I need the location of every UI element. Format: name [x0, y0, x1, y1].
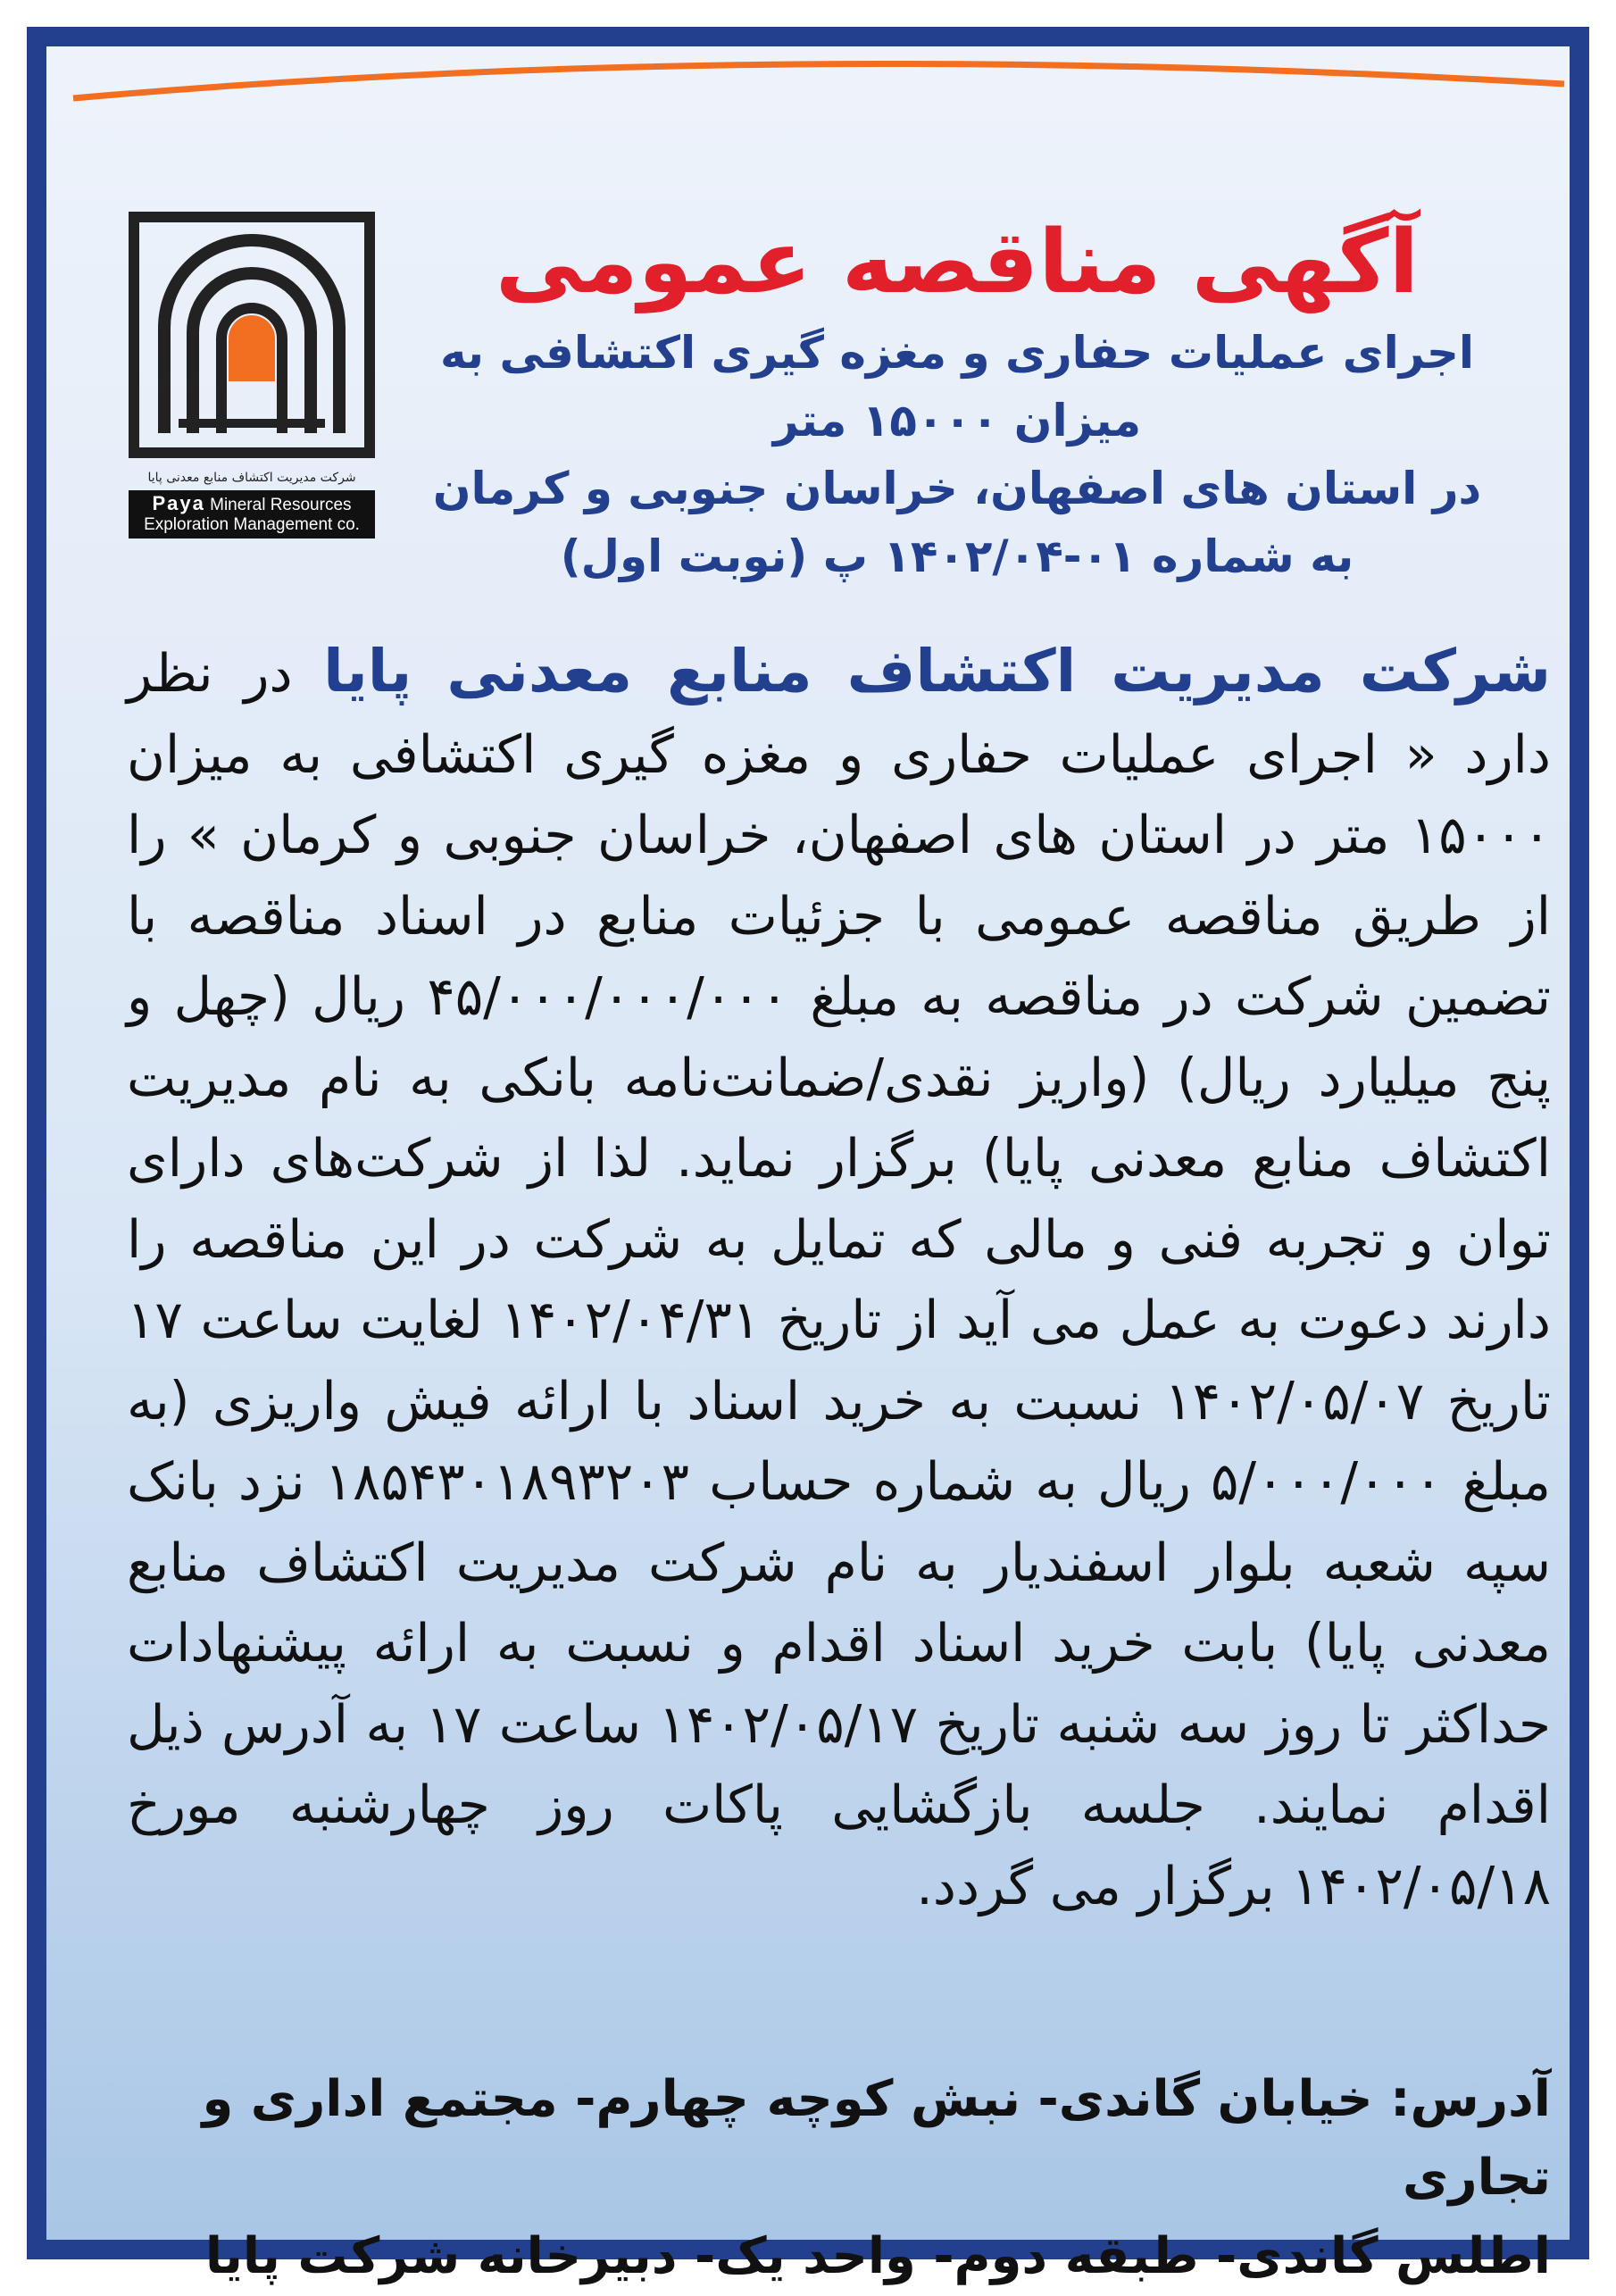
notice-body: [127, 631, 1551, 1926]
subtitle-line-3: به شماره ۰۱-۱۴۰۲/۰۴ پ (نوبت اول): [560, 530, 1354, 582]
notice-body-text: در نظر دارد « اجرای عملیات حفاری و مغزه گیری اکتشافی به میزان ۱۵۰۰۰ متر در استان های اصفهان، خراسان جنوبی و کرمان » را از طریق مناقصه عمومی با جزئیات منابع در اسناد مناقصه با تضمین شرکت در مناقصه به مبلغ ۴۵/۰۰۰/۰۰۰/۰۰۰ ریال (چهل و پنج میلیارد ریال) (واریز نقدی/ضمانت‌نامه بانکی به نام مدیریت اکتشاف منابع معدنی پایا) برگزار نماید. لذا از شرکت‌های دارای توان و تجربه فنی و مالی که تمایل به شرکت در این مناقصه را دارند دعوت به عمل می آید از تاریخ ۱۴۰۲/۰۴/۳۱ لغایت ساعت ۱۷ تاریخ ۱۴۰۲/۰۵/۰۷ نسبت به خرید اسناد با ارائه فیش واریزی (به مبلغ ۵/۰۰۰/۰۰۰ ریال به شماره حساب ۱۸۵۴۳۰۱۸۹۳۲۰۳ نزد بانک سپه شعبه بلوار اسفندیار به نام شرکت مدیریت اکتشاف منابع معدنی پایا) بابت خرید اسناد اقدام و نسبت به ارائه پیشنهادات حداکثر تا روز سه شنبه تاریخ ۱۴۰۲/۰۵/۱۷ ساعت ۱۷ به آدرس ذیل اقدام نمایند. جلسه بازگشایی پاکات روز چهارشنبه مورخ ۱۴۰۲/۰۵/۱۸ برگزار می گردد.: [127, 643, 1551, 1916]
address-line-1: آدرس: خیابان گاندی- نبش کوچه چهارم- مجتمع اداری و تجاری: [202, 2070, 1551, 2207]
company-name: شرکت مدیریت اکتشاف منابع معدنی پایا: [323, 637, 1551, 705]
logo-en-line1: Mineral Resources: [210, 496, 352, 514]
logo-brand: Paya: [152, 492, 205, 514]
logo-english-name: [129, 490, 375, 539]
notice-header: [404, 207, 1511, 590]
logo-emblem-icon: [129, 212, 375, 458]
logo-persian-name: شرکت مدیریت اکتشاف منابع معدنی پایا: [147, 471, 356, 485]
company-logo: [118, 212, 386, 596]
notice-frame: [27, 27, 1589, 2285]
subtitle-line-1: اجرای عملیات حفاری و مغزه گیری اکتشافی به میزان ۱۵۰۰۰ متر: [439, 327, 1474, 447]
logo-en-line2: Exploration Management co.: [144, 515, 360, 534]
subtitle-line-2: در استان های اصفهان، خراسان جنوبی و کرمان: [432, 463, 1482, 514]
address-line-2: اطلس گاندی- طبقه دوم- واحد یک- دبیرخانه شرکت پایا: [204, 2227, 1551, 2285]
orange-swoosh-decoration: [46, 46, 1570, 145]
address-block: [127, 2060, 1551, 2296]
page-title: آگهی مناقصه عمومی: [495, 212, 1420, 313]
